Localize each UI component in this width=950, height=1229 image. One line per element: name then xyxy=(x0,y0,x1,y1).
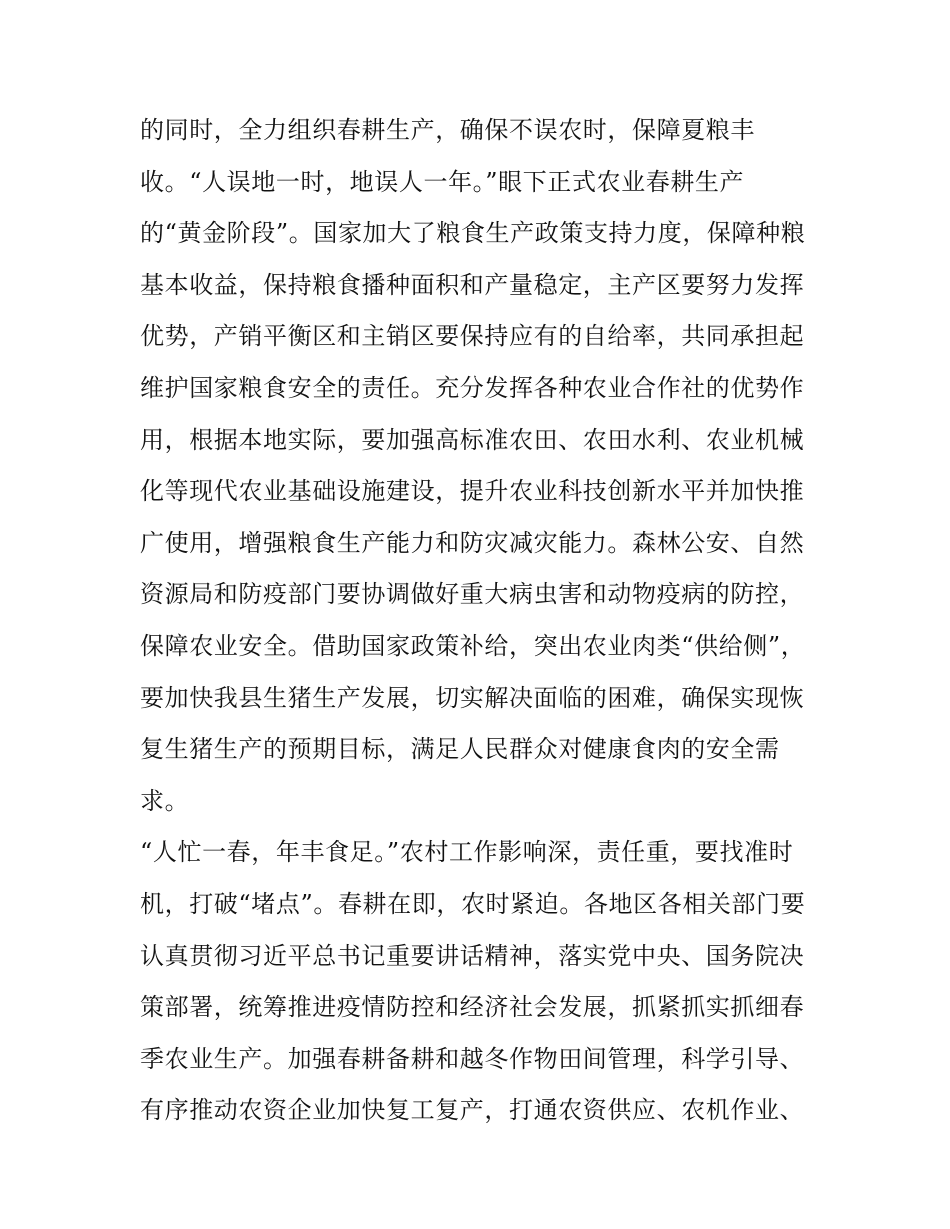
text-line: 优势，产销平衡区和主销区要保持应有的自给率，共同承担起 xyxy=(140,322,805,351)
text-line: 的同时，全力组织春耕生产，确保不误农时，保障夏粮丰 xyxy=(140,116,755,144)
text-line: 化等现代农业基础设施建设，提升农业科技创新水平并加快推 xyxy=(140,477,805,506)
text-line: 资源局和防疫部门要协调做好重大病虫害和动物疫病的防控， xyxy=(140,580,805,609)
text-line: 求。 xyxy=(140,786,190,815)
text-line: 维护国家粮食安全的责任。充分发挥各种农业合作社的优势作 xyxy=(140,373,805,402)
text-line: 策部署，统筹推进疫情防控和经济社会发展，抓紧抓实抓细春 xyxy=(140,993,805,1022)
text-line: “人忙一春，年丰食足。”农村工作影响深，责任重，要找准时 xyxy=(140,838,794,867)
text-line: 机，打破“堵点”。春耕在即，农时紧迫。各地区各相关部门要 xyxy=(140,889,806,918)
text-line: 的“黄金阶段”。国家加大了粮食生产政策支持力度，保障种粮 xyxy=(140,219,806,248)
text-line: 用，根据本地实际，要加强高标准农田、农田水利、农业机械 xyxy=(140,425,805,454)
text-line: 复生猪生产的预期目标，满足人民群众对健康食肉的安全需 xyxy=(140,735,780,764)
text-line: 基本收益，保持粮食播种面积和产量稳定，主产区要努力发挥 xyxy=(140,270,805,299)
text-line: 收。“人误地一时，地误人一年。”眼下正式农业春耕生产 xyxy=(140,167,745,196)
text-line: 要加快我县生猪生产发展，切实解决面临的困难，确保实现恢 xyxy=(140,683,805,712)
text-line: 保障农业安全。借助国家政策补给，突出农业肉类“供给侧”， xyxy=(140,631,806,660)
text-line: 季农业生产。加强春耕备耕和越冬作物田间管理，科学引导、 xyxy=(140,1044,805,1073)
text-line: 有序推动农资企业加快复工复产，打通农资供应、农机作业、 xyxy=(140,1096,805,1125)
body-text xyxy=(140,105,820,1137)
text-line: 认真贯彻习近平总书记重要讲话精神，落实党中央、国务院决 xyxy=(140,941,805,970)
text-line: 广使用，增强粮食生产能力和防灾减灾能力。森林公安、自然 xyxy=(140,528,805,557)
